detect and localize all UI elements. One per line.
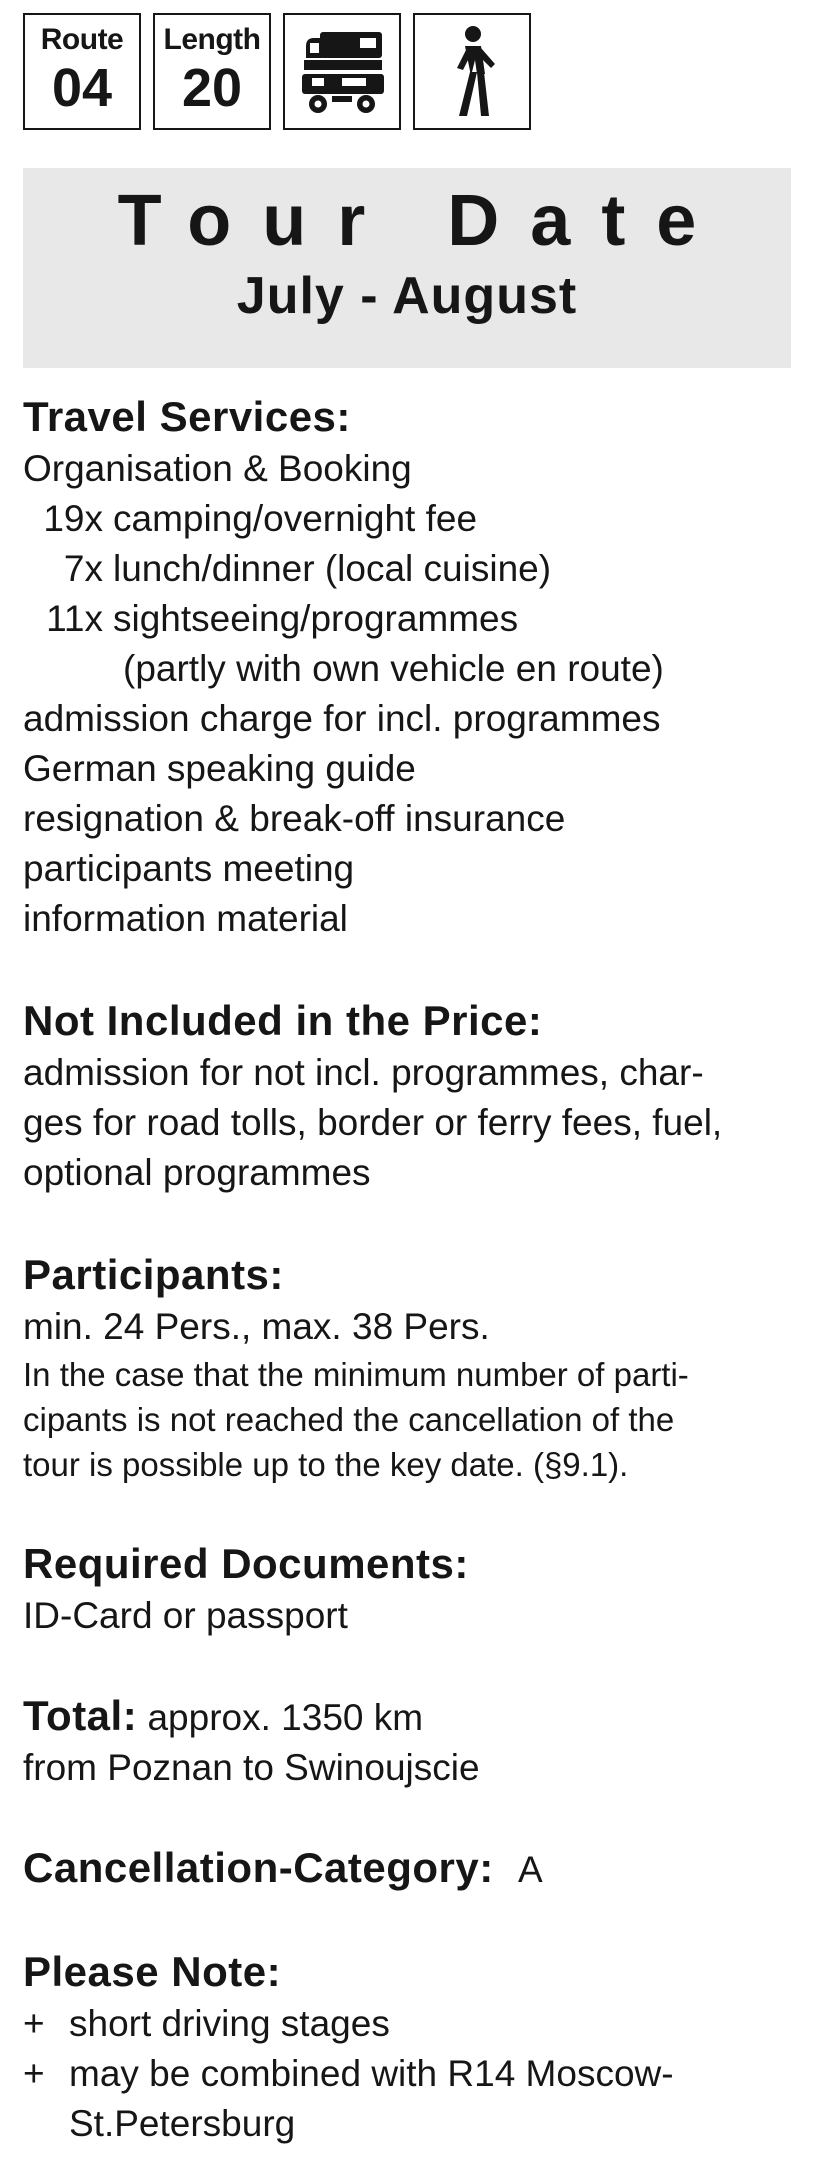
notes-heading: Please Note: — [23, 1948, 282, 1995]
route-label: Route — [40, 23, 124, 56]
participants-note-line: cipants is not reached the cancellation of the — [23, 1401, 675, 1438]
icon-bar — [23, 13, 531, 130]
not-included-section — [23, 994, 803, 1198]
cancellation-heading: Cancellation-Category: — [23, 1844, 494, 1891]
service-row — [23, 594, 803, 644]
service-extra: resignation & break-off insurance — [23, 798, 566, 839]
total-heading: Total: — [23, 1692, 138, 1739]
service-qty: 7x — [63, 548, 103, 589]
hiker-icon — [437, 24, 507, 120]
note-bullet: + — [23, 2053, 45, 2094]
not-included-line: optional programmes — [23, 1152, 371, 1193]
note-bullet: + — [23, 2003, 45, 2044]
cancellation-value: A — [518, 1849, 543, 1890]
participants-heading: Participants: — [23, 1251, 284, 1298]
services-intro: Organisation & Booking — [23, 448, 412, 489]
documents-section — [23, 1537, 803, 1641]
hiker-box — [413, 13, 531, 130]
notes-section — [23, 1945, 803, 2149]
length-box — [153, 13, 271, 130]
length-number: 20 — [181, 58, 243, 118]
tour-details — [23, 390, 803, 2149]
participants-note-line: In the case that the minimum number of parti- — [23, 1356, 689, 1393]
service-text: lunch/dinner (local cuisine) — [113, 548, 552, 589]
banner-dates: July - August — [236, 266, 578, 325]
total-section — [23, 1691, 803, 1793]
service-row — [23, 494, 803, 544]
travel-services-section — [23, 390, 803, 944]
service-extra: admission charge for incl. programmes — [23, 698, 661, 739]
service-qty: 11x — [46, 598, 103, 639]
camper-box — [283, 13, 401, 130]
service-extra: information material — [23, 898, 348, 939]
documents-heading: Required Documents: — [23, 1540, 469, 1587]
banner-title: Tour Date — [117, 181, 728, 261]
camper-icon — [298, 26, 386, 118]
tour-date-banner — [23, 168, 791, 368]
cancellation-section — [23, 1843, 803, 1895]
note-item — [23, 2049, 803, 2149]
note-text: St.Petersburg — [69, 2103, 296, 2144]
service-extra: participants meeting — [23, 848, 355, 889]
service-text: sightseeing/programmes — [113, 598, 519, 639]
participants-note-line: tour is possible up to the key date. (§9.1). — [23, 1446, 629, 1483]
total-distance: approx. 1350 km — [147, 1697, 424, 1738]
service-row — [23, 544, 803, 594]
service-qty: 19x — [43, 498, 103, 539]
service-note: (partly with own vehicle en route) — [123, 648, 664, 689]
documents-value: ID-Card or passport — [23, 1595, 348, 1636]
note-text: short driving stages — [69, 2003, 390, 2044]
travel-services-heading: Travel Services: — [23, 393, 351, 440]
not-included-line: admission for not incl. programmes, char- — [23, 1052, 704, 1093]
length-label: Length — [163, 23, 261, 56]
participants-section — [23, 1248, 803, 1487]
note-item — [23, 1999, 803, 2049]
not-included-heading: Not Included in the Price: — [23, 997, 543, 1044]
route-box — [23, 13, 141, 130]
not-included-line: ges for road tolls, border or ferry fees, fuel, — [23, 1102, 723, 1143]
service-text: camping/overnight fee — [113, 498, 478, 539]
participants-count: min. 24 Pers., max. 38 Pers. — [23, 1306, 490, 1347]
total-route: from Poznan to Swinoujscie — [23, 1747, 480, 1788]
route-number: 04 — [51, 58, 113, 118]
note-text: may be combined with R14 Moscow- — [69, 2053, 674, 2094]
service-extra: German speaking guide — [23, 748, 416, 789]
